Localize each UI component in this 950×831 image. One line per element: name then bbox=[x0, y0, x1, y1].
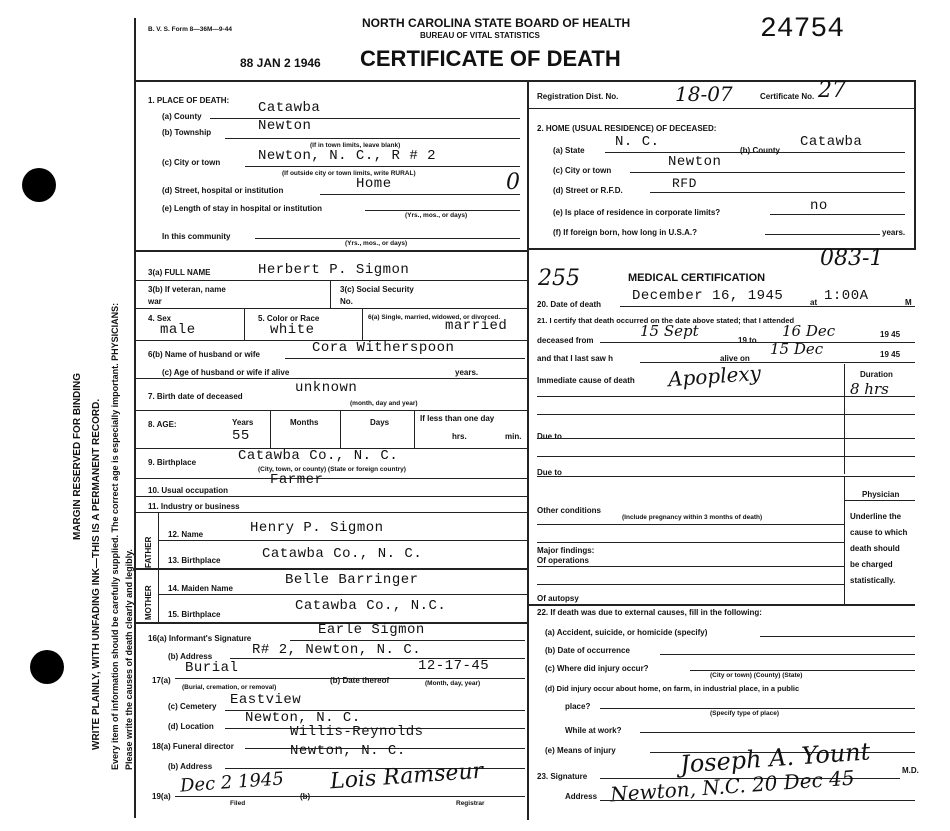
cause-rule-5 bbox=[537, 476, 915, 477]
place-label: 1. PLACE OF DEATH: bbox=[148, 96, 230, 105]
home-foreign-rule bbox=[765, 234, 880, 235]
autopsy-label: Of autopsy bbox=[537, 594, 579, 603]
birthplace-note: (City, town, or county) (State or foreign country) bbox=[258, 466, 406, 473]
due-to-label-2: Due to bbox=[537, 468, 562, 477]
attended-year-label: 19 45 bbox=[880, 330, 901, 339]
informant-addr-label: (b) Address bbox=[168, 652, 213, 661]
cert-no-label: Certificate No. bbox=[760, 92, 815, 101]
home-city-rule bbox=[630, 172, 905, 173]
injury-home-label: (d) Did injury occur about home, on farm, in industrial place, in a public bbox=[545, 684, 800, 693]
medical-title: MEDICAL CERTIFICATION bbox=[628, 272, 766, 284]
marital-label: 6(a) Single, married, widowed, or divorced. bbox=[368, 314, 501, 321]
certificate-number: 24754 bbox=[760, 14, 845, 45]
home-county-value: Catawba bbox=[800, 134, 863, 150]
means-label: (e) Means of injury bbox=[545, 746, 616, 755]
cause-rule-3 bbox=[537, 438, 915, 439]
deceased-from-label: deceased from bbox=[537, 336, 594, 345]
cause-rule-1 bbox=[537, 396, 915, 397]
margin-info-text: Every item of information should be carefully supplied. The correct age is especially important. PHYSICIANS: bbox=[110, 302, 120, 770]
bureau-name: BUREAU OF VITAL STATISTICS bbox=[420, 31, 540, 40]
occupation-rule bbox=[134, 496, 527, 497]
home-foreign-label: (f) If foreign born, how long in U.S.A.? bbox=[553, 228, 697, 237]
physician-rule bbox=[844, 500, 915, 501]
burial-rule bbox=[175, 678, 525, 679]
page-title: CERTIFICATE OF DEATH bbox=[360, 46, 621, 71]
mother-name-rule bbox=[158, 594, 527, 595]
age-min-label: min. bbox=[505, 432, 522, 441]
cause-rule-4 bbox=[537, 456, 915, 457]
underline-note-3: death should bbox=[850, 544, 900, 553]
place-county-label: (a) County bbox=[162, 112, 202, 121]
accident-label: (a) Accident, suicide, or homicide (specify) bbox=[545, 628, 708, 637]
attended-to-label: 19 to bbox=[738, 336, 757, 345]
mother-name-label: 14. Maiden Name bbox=[168, 584, 233, 593]
physician-divider bbox=[844, 476, 845, 606]
place-township-value: Newton bbox=[258, 118, 312, 134]
age-months-label: Months bbox=[290, 418, 319, 427]
spouse-age-units: years. bbox=[455, 368, 479, 377]
age-years-label: Years bbox=[232, 418, 254, 427]
age-days-label: Days bbox=[370, 418, 390, 427]
mother-bp-value: Catawba Co., N.C. bbox=[295, 598, 447, 614]
home-state-rule bbox=[605, 152, 905, 153]
other-conditions-label: Other conditions bbox=[537, 506, 601, 515]
underline-note-2: cause to which bbox=[850, 528, 908, 537]
operations-rule-2 bbox=[537, 584, 844, 585]
father-name-value: Henry P. Sigmon bbox=[250, 520, 384, 536]
place-county-value: Catawba bbox=[258, 100, 321, 116]
industry-rule bbox=[134, 512, 527, 513]
place-street-value: Home bbox=[356, 176, 392, 192]
burial-17a-label: 17(a) bbox=[152, 676, 171, 685]
industry-label: 11. Industry or business bbox=[148, 502, 240, 511]
duration-value: 8 hrs bbox=[850, 380, 889, 398]
death-m-label: M bbox=[905, 298, 912, 307]
place-city-rule bbox=[245, 166, 520, 167]
last-saw-rule bbox=[640, 362, 915, 363]
director-addr-value: Newton, N. C. bbox=[290, 743, 406, 759]
filed-note: Filed bbox=[230, 800, 246, 807]
spouse-value: Cora Witherspoon bbox=[312, 340, 455, 356]
immediate-cause-value: Apoplexy bbox=[667, 360, 762, 392]
home-city-value: Newton bbox=[668, 154, 722, 170]
signature-label: 23. Signature bbox=[537, 772, 588, 781]
birthplace-rule bbox=[134, 478, 527, 479]
other-conditions-note: (Include pregnancy within 3 months of death) bbox=[622, 514, 763, 521]
section-6-rule bbox=[134, 378, 527, 379]
other-rule-1 bbox=[537, 524, 844, 525]
spouse-age-label: (c) Age of husband or wife if alive bbox=[162, 368, 290, 377]
home-county-label: (b) County bbox=[740, 146, 780, 155]
operations-label: Of operations bbox=[537, 556, 590, 565]
home-limits-label: (e) Is place of residence in corporate limits? bbox=[553, 208, 721, 217]
place-stay-units: (Yrs., mos., or days) bbox=[405, 212, 468, 219]
community-units: (Yrs., mos., or days) bbox=[345, 240, 408, 247]
home-state-value: N. C. bbox=[615, 134, 660, 150]
other-rule-2 bbox=[537, 542, 844, 543]
director-value: Willis-Reynolds bbox=[290, 724, 424, 740]
race-divider bbox=[362, 308, 363, 340]
home-state-label: (a) State bbox=[553, 146, 585, 155]
burial-method-value: Burial bbox=[185, 660, 239, 676]
occupation-value: Farmer bbox=[270, 472, 324, 488]
birth-value: unknown bbox=[295, 380, 358, 396]
home-street-value: RFD bbox=[672, 176, 697, 191]
duration-divider bbox=[844, 364, 845, 474]
place-township-note: (If in town limits, leave blank) bbox=[310, 142, 401, 149]
father-bp-label: 13. Birthplace bbox=[168, 556, 221, 565]
informant-label: 16(a) Informant's Signature bbox=[148, 634, 252, 643]
community-rule bbox=[255, 238, 520, 239]
race-value: white bbox=[270, 322, 315, 338]
age-div-3 bbox=[414, 410, 415, 448]
left-border bbox=[134, 18, 136, 818]
death-date-value: December 16, 1945 bbox=[632, 288, 784, 304]
death-at-label: at bbox=[810, 298, 818, 307]
place-note: (Specify type of place) bbox=[710, 710, 779, 717]
physician-address: Newton, N.C. 20 Dec 45 bbox=[609, 765, 856, 807]
sex-label: 4. Sex bbox=[148, 314, 172, 323]
filed-rule bbox=[175, 796, 525, 797]
death-handwritten-number: 255 bbox=[538, 266, 580, 291]
burial-method-note: (Burial, cremation, or removal) bbox=[182, 684, 277, 691]
registrar-signature: Lois Ramseur bbox=[329, 758, 484, 795]
cemetery-value: Eastview bbox=[230, 692, 302, 708]
occurrence-label: (b) Date of occurrence bbox=[545, 646, 630, 655]
autopsy-rule bbox=[527, 604, 915, 606]
code-number: 083-1 bbox=[820, 246, 884, 271]
margin-causes-text: Please write the causes of death clearly and legibly. bbox=[124, 549, 134, 770]
age-less-day-label: If less than one day bbox=[420, 414, 495, 423]
cemetery-label: (c) Cemetery bbox=[168, 702, 217, 711]
reg-rule bbox=[527, 108, 914, 109]
md-label: M.D. bbox=[902, 766, 919, 775]
margin-binding-text: MARGIN RESERVED FOR BINDING bbox=[72, 372, 83, 540]
where-label: (c) Where did injury occur? bbox=[545, 664, 649, 673]
attended-rule bbox=[600, 342, 915, 343]
father-rule bbox=[134, 568, 527, 570]
home-city-label: (c) City or town bbox=[553, 166, 612, 175]
punch-hole-top bbox=[22, 168, 56, 202]
place-city-label: (c) City or town bbox=[162, 158, 221, 167]
place-stay-rule bbox=[365, 210, 520, 211]
age-div-1 bbox=[270, 410, 271, 448]
place-county-rule bbox=[210, 118, 520, 119]
due-to-label-1: Due to bbox=[537, 432, 562, 441]
filed-date-value: Dec 2 1945 bbox=[179, 768, 285, 797]
informant-value: Earle Sigmon bbox=[318, 622, 425, 638]
age-years-value: 55 bbox=[232, 428, 250, 444]
address-rule bbox=[600, 800, 915, 801]
burial-date-value: 12-17-45 bbox=[418, 658, 490, 674]
reg-dist-value: 18-07 bbox=[675, 82, 733, 106]
certify-21-label: 21. I certify that death occurred on the date above stated; that I attended bbox=[537, 316, 795, 325]
home-street-label: (d) Street or R.F.D. bbox=[553, 186, 623, 195]
occupation-label: 10. Usual occupation bbox=[148, 486, 229, 495]
home-limits-rule bbox=[770, 214, 905, 215]
burial-date-note: (Month, day, year) bbox=[425, 680, 481, 687]
full-name-value: Herbert P. Sigmon bbox=[258, 262, 410, 278]
full-name-label: 3(a) FULL NAME bbox=[148, 268, 211, 277]
birthplace-label: 9. Birthplace bbox=[148, 458, 197, 467]
burial-date-label: (b) Date thereof bbox=[330, 676, 390, 685]
birth-label: 7. Birth date of deceased bbox=[148, 392, 243, 401]
place-rule bbox=[600, 708, 915, 709]
place-street-label: (d) Street, hospital or institution bbox=[162, 186, 284, 195]
while-work-label: While at work? bbox=[565, 726, 622, 735]
age-div-2 bbox=[340, 410, 341, 448]
birthplace-value: Catawba Co., N. C. bbox=[238, 448, 399, 464]
last-saw-value: 15 Dec bbox=[770, 340, 824, 358]
scribble-mark: 0 bbox=[506, 170, 520, 195]
father-name-label: 12. Name bbox=[168, 530, 204, 539]
marital-value: married bbox=[445, 318, 508, 334]
sex-divider bbox=[244, 308, 245, 340]
place-stay-label: (e) Length of stay in hospital or institution bbox=[162, 204, 322, 213]
occurrence-rule bbox=[660, 654, 915, 655]
accident-rule bbox=[760, 636, 915, 637]
birth-note: (month, day and year) bbox=[350, 400, 418, 407]
location-label: (d) Location bbox=[168, 722, 214, 731]
underline-note-1: Underline the bbox=[850, 512, 902, 521]
veteran-rule bbox=[134, 308, 527, 309]
home-street-rule bbox=[650, 192, 905, 193]
home-foreign-units: years. bbox=[882, 228, 906, 237]
underline-note-5: statistically. bbox=[850, 576, 896, 585]
form-id: B. V. S. Form 8—36M—9-44 bbox=[148, 26, 232, 33]
location-value: Newton, N. C. bbox=[245, 710, 361, 726]
father-name-rule bbox=[158, 540, 527, 541]
ssn-label: 3(c) Social Security No. bbox=[340, 285, 414, 306]
mother-tag: MOTHER bbox=[144, 585, 153, 620]
mother-name-value: Belle Barringer bbox=[285, 572, 419, 588]
section-1-bottom bbox=[134, 250, 527, 252]
place-street-rule bbox=[320, 194, 520, 195]
cause-rule-2 bbox=[537, 414, 915, 415]
informant-rule bbox=[290, 640, 525, 641]
registrar-19b-label: (b) bbox=[300, 792, 311, 801]
place-question-label: place? bbox=[565, 702, 591, 711]
margin-ink-text: WRITE PLAINLY, WITH UNFADING INK—THIS IS A PERMANENT RECORD. bbox=[91, 398, 102, 750]
last-saw-year-label: 19 45 bbox=[880, 350, 901, 359]
place-township-rule bbox=[225, 138, 520, 139]
where-rule bbox=[690, 670, 915, 671]
place-township-label: (b) Township bbox=[162, 128, 212, 137]
age-hrs-label: hrs. bbox=[452, 432, 467, 441]
board-name: NORTH CAROLINA STATE BOARD OF HEALTH bbox=[362, 16, 631, 30]
director-label: 18(a) Funeral director bbox=[152, 742, 234, 751]
home-label: 2. HOME (USUAL RESIDENCE) OF DECEASED: bbox=[537, 124, 717, 133]
registrar-note: Registrar bbox=[456, 800, 485, 807]
address-label: Address bbox=[565, 792, 598, 801]
veteran-divider bbox=[330, 280, 331, 308]
reg-dist-label: Registration Dist. No. bbox=[537, 92, 619, 101]
punch-hole-bottom bbox=[30, 650, 64, 684]
cert-no-value: 27 bbox=[818, 78, 846, 103]
father-tag: FATHER bbox=[144, 536, 153, 568]
where-note: (City or town) (County) (State) bbox=[710, 672, 803, 679]
death-date-rule bbox=[620, 306, 915, 307]
spouse-label: 6(b) Name of husband or wife bbox=[148, 350, 261, 359]
right-border bbox=[914, 80, 916, 250]
major-findings-label: Major findings: bbox=[537, 546, 595, 555]
home-limits-value: no bbox=[810, 198, 828, 214]
duration-label: Duration bbox=[860, 370, 893, 379]
physician-signature: Joseph A. Yount bbox=[679, 737, 872, 779]
last-saw-label: and that I last saw h bbox=[537, 354, 614, 363]
attended-to-value: 16 Dec bbox=[782, 322, 836, 340]
attended-from-value: 15 Sept bbox=[640, 322, 699, 340]
alive-on-label: alive on bbox=[720, 354, 750, 363]
received-stamp: 88 JAN 2 1946 bbox=[240, 56, 321, 70]
external-causes-label: 22. If death was due to external causes, fill in the following: bbox=[537, 608, 762, 617]
race-label: 5. Color or Race bbox=[258, 314, 320, 323]
community-label: In this community bbox=[162, 232, 231, 241]
veteran-label: 3(b) If veteran, name war bbox=[148, 285, 226, 306]
physician-label: Physician bbox=[862, 490, 900, 499]
filed-19a-label: 19(a) bbox=[152, 792, 171, 801]
sex-value: male bbox=[160, 322, 196, 338]
place-city-note: (If outside city or town limits, write RURAL) bbox=[282, 170, 416, 177]
while-rule bbox=[640, 732, 915, 733]
age-label: 8. AGE: bbox=[148, 420, 177, 429]
center-divider bbox=[527, 80, 529, 820]
birth-rule bbox=[134, 410, 527, 411]
parent-tag-divider bbox=[158, 512, 159, 622]
father-bp-value: Catawba Co., N. C. bbox=[262, 546, 423, 562]
immediate-cause-label: Immediate cause of death bbox=[537, 376, 635, 385]
informant-addr-value: R# 2, Newton, N. C. bbox=[252, 642, 422, 658]
place-city-value: Newton, N. C., R # 2 bbox=[258, 148, 437, 164]
death-time-value: 1:00A bbox=[824, 288, 869, 304]
director-addr-label: (b) Address bbox=[168, 762, 213, 771]
underline-note-4: be charged bbox=[850, 560, 893, 569]
header-rule bbox=[134, 80, 914, 82]
mother-bp-label: 15. Birthplace bbox=[168, 610, 221, 619]
spouse-rule bbox=[285, 358, 525, 359]
operations-rule bbox=[537, 566, 844, 567]
death-date-label: 20. Date of death bbox=[537, 300, 602, 309]
